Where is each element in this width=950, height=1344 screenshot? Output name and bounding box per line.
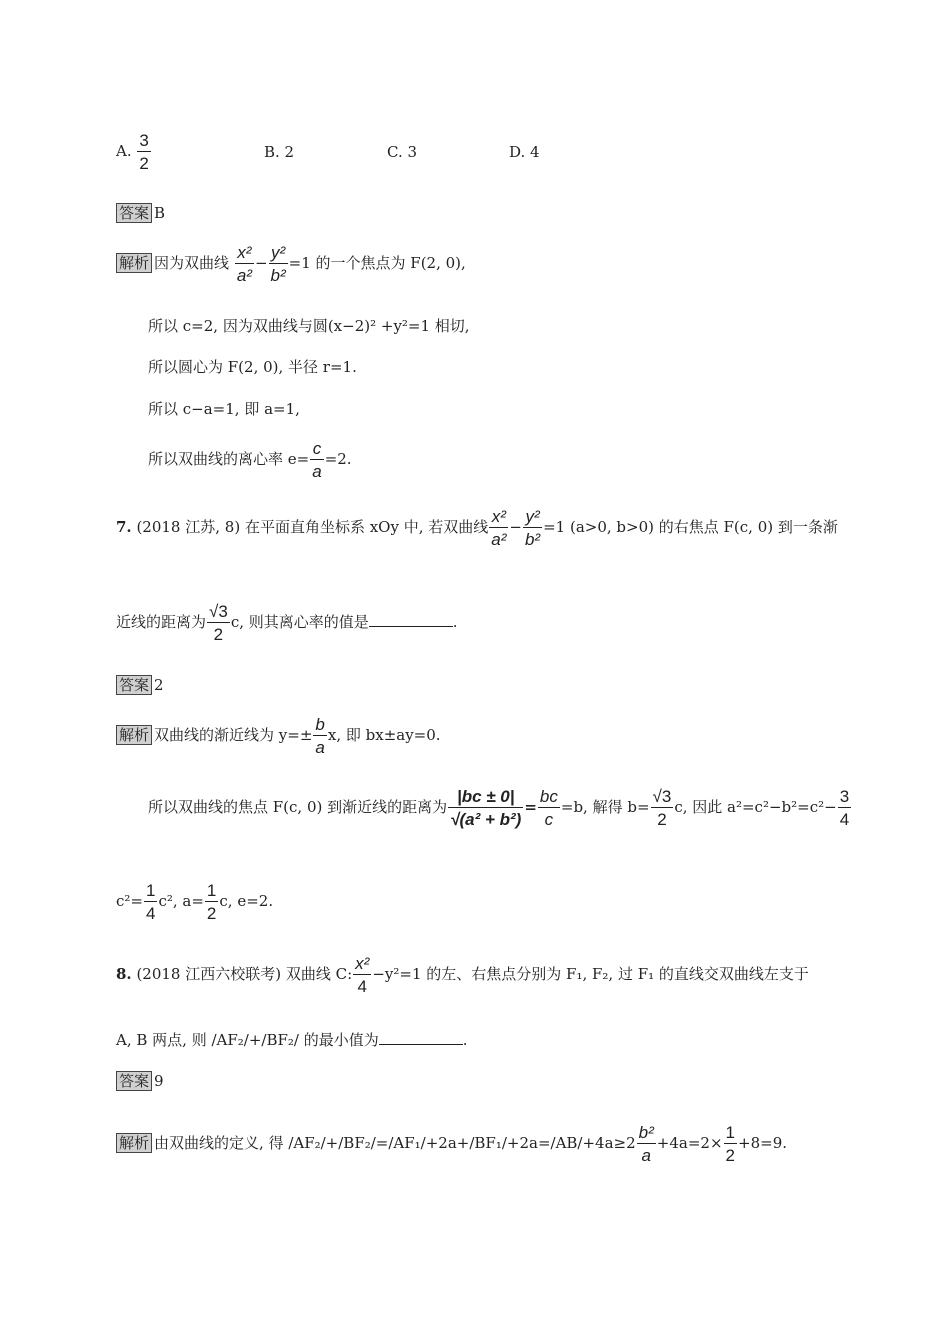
option-d: D. 4: [509, 143, 540, 161]
fraction: $\frac{1}{4}$: [145, 881, 156, 923]
q6-analysis-line-1: 解析 因为双曲线 $\frac{\text{x²}}{\text{a²}}$ − $\frac{\text{y²}}{\text{b²}}$ =1 的一个焦点为 F(2, 0),: [116, 244, 466, 284]
q6-analysis-line-2: 所以 c=2, 因为双曲线与圆(x−2)² +y²=1 相切,: [148, 317, 470, 335]
answer-blank: [379, 1030, 463, 1045]
q6-analysis-line-4: 所以 c−a=1, 即 a=1,: [148, 400, 300, 418]
fraction: $\frac{\text{y²}}{\text{b²}}$: [270, 243, 286, 285]
answer-tag: 答案: [116, 1071, 152, 1091]
fraction: $\frac{\text{x²}}{\text{a²}}$: [491, 507, 507, 549]
fraction: $\frac{\text{b²}}{a}$: [638, 1123, 654, 1165]
answer-tag: 答案: [116, 675, 152, 695]
q8-stem-line-2: A, B 两点, 则 /AF₂/+/BF₂/ 的最小值为 .: [116, 1031, 468, 1049]
answer-tag: 答案: [116, 203, 152, 223]
q7-stem-line-1: 7. (2018 江苏, 8) 在平面直角坐标系 xOy 中, 若双曲线 $\frac{\text{x²}}{\text{a²}}$ − $\frac{\text{y²}}{\text{b²}}$ =1 (a>0, b>0) 的右焦点 F(c, 0) 到一条渐: [116, 507, 838, 549]
answer-value: 2: [154, 676, 164, 694]
analysis-tag: 解析: [116, 725, 152, 745]
q8-answer: [116, 1071, 164, 1091]
fraction: $\frac{b}{a}$: [315, 715, 325, 757]
fraction: $\frac{1}{2}$: [206, 881, 217, 923]
q8-analysis-line-1: 解析 由双曲线的定义, 得 /AF₂/+/BF₂/=/AF₁/+2a+/BF₁/+2a=/AB/+4a≥2 $\frac{\text{b²}}{a}$ +4a=2× $\frac{1}{2}$ +8=9.: [116, 1124, 787, 1164]
q7-analysis-line-2: 所以双曲线的焦点 F(c, 0) 到渐近线的距离为 $\frac{|bc \pm 0|}{\text{√(a² + b²)}}$ = $\frac{bc}{c}$ =b, 解得 b= $\frac{√3}{2}$ c, 因此 a²=c²−b²=c²− $\frac{3}{4}$: [148, 787, 850, 829]
question-number: 7.: [116, 518, 132, 536]
q6-analysis-line-5: 所以双曲线的离心率 e= $\frac{c}{a}$ =2.: [148, 439, 352, 481]
q7-analysis-line-1: 解析 双曲线的渐近线为 y=± $\frac{b}{a}$ x, 即 bx±ay=0.: [116, 716, 441, 756]
fraction: $\frac{√3}{2}$: [209, 602, 228, 644]
fraction: $\frac{\text{y²}}{\text{b²}}$: [524, 507, 541, 549]
fraction: $\frac{\text{x²}}{4}$: [355, 954, 370, 996]
analysis-tag: 解析: [116, 1133, 152, 1153]
fraction: $\frac{\text{x²}}{\text{a²}}$: [236, 243, 252, 285]
option-b: B. 2: [264, 143, 295, 161]
q6-analysis-line-3: 所以圆心为 F(2, 0), 半径 r=1.: [148, 358, 357, 376]
option-c: C. 3: [387, 143, 418, 161]
fraction: $\frac{3}{4}$: [839, 787, 850, 829]
fraction: $\frac{|bc \pm 0|}{\text{√(a² + b²)}}$: [450, 787, 522, 829]
answer-value: 9: [154, 1072, 164, 1090]
fraction: $\frac{√3}{2}$: [652, 787, 672, 829]
q6-answer: [116, 203, 165, 223]
q7-analysis-line-3: c²= $\frac{1}{4}$ c², a= $\frac{1}{2}$ c, e=2.: [116, 881, 274, 923]
q8-stem-line-1: 8. (2018 江西六校联考) 双曲线 C: $\frac{\text{x²}}{4}$ −y²=1 的左、右焦点分别为 F₁, F₂, 过 F₁ 的直线交双曲线左支于: [116, 954, 809, 996]
fraction: $\frac{c}{a}$: [312, 439, 322, 481]
option-a-fraction: $\frac{3}{2}$: [139, 131, 149, 173]
fraction: $\frac{1}{2}$: [725, 1123, 736, 1165]
answer-value: B: [154, 204, 166, 222]
option-a-label: A.: [116, 142, 132, 160]
q7-stem-line-2: 近线的距离为 $\frac{√3}{2}$ c, 则其离心率的值是 .: [116, 602, 458, 644]
q7-answer: [116, 675, 164, 695]
question-number: 8.: [116, 965, 132, 983]
analysis-tag: 解析: [116, 253, 152, 273]
answer-blank: [369, 612, 453, 627]
q6-options: [116, 132, 152, 172]
fraction: $\frac{bc}{c}$: [539, 787, 558, 829]
